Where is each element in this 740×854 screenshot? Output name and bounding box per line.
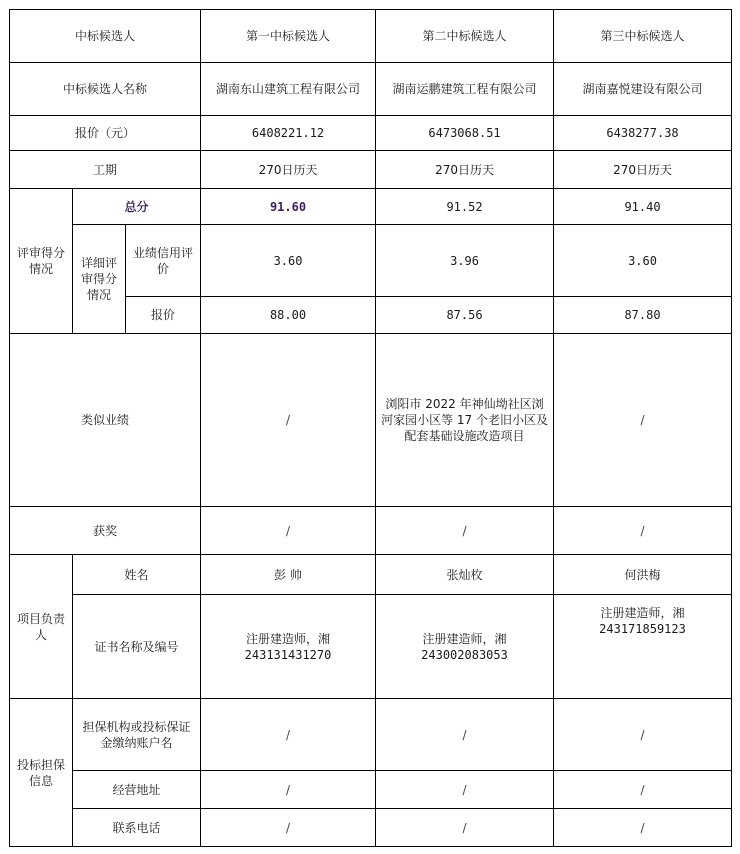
candidate-name-row bbox=[10, 63, 732, 116]
cert-label: 证书名称及编号 bbox=[73, 595, 201, 699]
business-address-label: 经营地址 bbox=[73, 771, 201, 809]
credit-score-2: 3.96 bbox=[376, 225, 554, 297]
awards-2: / bbox=[376, 507, 554, 555]
total-score-2: 91.52 bbox=[376, 189, 554, 225]
contact-phone-1: / bbox=[201, 809, 376, 847]
manager-name-3: 何洪梅 bbox=[554, 555, 732, 595]
candidate-name-1: 湖南东山建筑工程有限公司 bbox=[201, 63, 376, 116]
total-score-row bbox=[10, 189, 732, 225]
business-address-3: / bbox=[554, 771, 732, 809]
credit-score-1: 3.60 bbox=[201, 225, 376, 297]
awards-row bbox=[10, 507, 732, 555]
project-manager-label: 项目负责人 bbox=[10, 555, 73, 699]
cert-title-1: 注册建造师，湘 bbox=[246, 631, 331, 646]
credit-score-label: 业绩信用评价 bbox=[126, 225, 201, 297]
cert-2 bbox=[376, 595, 554, 699]
period-3: 270日历天 bbox=[554, 151, 732, 189]
cert-number-1: 243131431270 bbox=[244, 647, 332, 662]
candidate-name-label: 中标候选人名称 bbox=[10, 63, 201, 116]
scoring-label: 评审得分情况 bbox=[10, 189, 73, 334]
header-candidate: 中标候选人 bbox=[10, 10, 201, 63]
price-2: 6473068.51 bbox=[376, 116, 554, 151]
business-address-1: / bbox=[201, 771, 376, 809]
guarantee-account-3: / bbox=[554, 699, 732, 771]
business-address-2: / bbox=[376, 771, 554, 809]
manager-name-row bbox=[10, 555, 732, 595]
guarantee-label: 投标担保信息 bbox=[10, 699, 73, 847]
credit-score-row bbox=[10, 225, 732, 297]
cert-title-3: 注册建造师，湘 bbox=[600, 606, 685, 620]
total-score-3: 91.40 bbox=[554, 189, 732, 225]
cert-title-2: 注册建造师，湘 bbox=[422, 631, 507, 646]
similar-performance-3: / bbox=[554, 334, 732, 507]
cert-1 bbox=[201, 595, 376, 699]
contact-phone-row bbox=[10, 809, 732, 847]
price-3: 6438277.38 bbox=[554, 116, 732, 151]
header-third-candidate: 第三中标候选人 bbox=[554, 10, 732, 63]
period-label: 工期 bbox=[10, 151, 201, 189]
contact-phone-3: / bbox=[554, 809, 732, 847]
cert-number-3: 243171859123 bbox=[599, 622, 686, 636]
total-score-label: 总分 bbox=[73, 189, 201, 225]
header-row bbox=[10, 10, 732, 63]
similar-performance-label: 类似业绩 bbox=[10, 334, 201, 507]
manager-cert-row bbox=[10, 595, 732, 699]
similar-performance-2: 浏阳市 2022 年神仙坳社区浏河家园小区等 17 个老旧小区及配套基础设施改造项目 bbox=[376, 334, 554, 507]
total-score-1: 91.60 bbox=[201, 189, 376, 225]
guarantee-account-1: / bbox=[201, 699, 376, 771]
price-row bbox=[10, 116, 732, 151]
detail-score-label: 详细评审得分情况 bbox=[73, 225, 126, 334]
header-second-candidate: 第二中标候选人 bbox=[376, 10, 554, 63]
period-row bbox=[10, 151, 732, 189]
candidate-name-2: 湖南运鹏建筑工程有限公司 bbox=[376, 63, 554, 116]
business-address-row bbox=[10, 771, 732, 809]
manager-name-1: 彭 帅 bbox=[201, 555, 376, 595]
contact-phone-label: 联系电话 bbox=[73, 809, 201, 847]
contact-phone-2: / bbox=[376, 809, 554, 847]
period-2: 270日历天 bbox=[376, 151, 554, 189]
manager-name-2: 张灿枚 bbox=[376, 555, 554, 595]
guarantee-account-label: 担保机构或投标保证金缴纳账户名 bbox=[73, 699, 201, 771]
awards-label: 获奖 bbox=[10, 507, 201, 555]
header-first-candidate: 第一中标候选人 bbox=[201, 10, 376, 63]
cert-3 bbox=[554, 595, 732, 699]
awards-3: / bbox=[554, 507, 732, 555]
awards-1: / bbox=[201, 507, 376, 555]
guarantee-account-row bbox=[10, 699, 732, 771]
credit-score-3: 3.60 bbox=[554, 225, 732, 297]
period-1: 270日历天 bbox=[201, 151, 376, 189]
price-score-2: 87.56 bbox=[376, 297, 554, 334]
candidate-name-3: 湖南嘉悦建设有限公司 bbox=[554, 63, 732, 116]
price-1: 6408221.12 bbox=[201, 116, 376, 151]
bid-candidates-table bbox=[9, 9, 732, 847]
similar-performance-row bbox=[10, 334, 732, 507]
price-label: 报价（元） bbox=[10, 116, 201, 151]
similar-performance-1: / bbox=[201, 334, 376, 507]
guarantee-account-2: / bbox=[376, 699, 554, 771]
price-score-3: 87.80 bbox=[554, 297, 732, 334]
price-score-label: 报价 bbox=[126, 297, 201, 334]
cert-number-2: 243002083053 bbox=[421, 647, 508, 662]
manager-name-label: 姓名 bbox=[73, 555, 201, 595]
price-score-1: 88.00 bbox=[201, 297, 376, 334]
